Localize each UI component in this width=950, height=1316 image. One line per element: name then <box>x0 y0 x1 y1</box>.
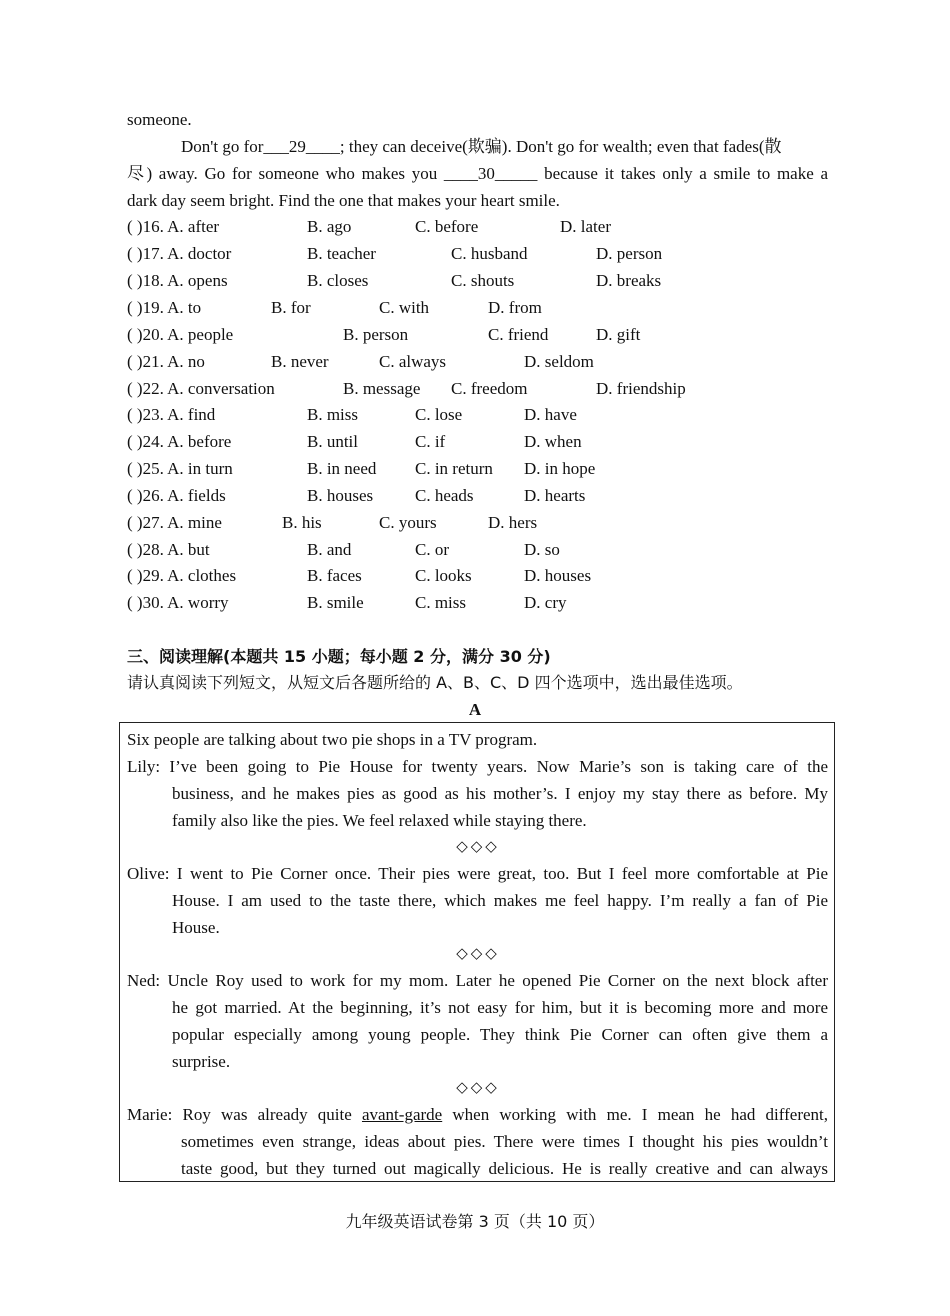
option-a: ( )17. A. doctor <box>127 244 232 263</box>
passage-line: dark day seem bright. Find the one that makes your heart smile. <box>127 191 560 210</box>
marie-text: when working with me. I mean he had different, <box>442 1105 828 1124</box>
underlined-word: avant-garde <box>361 1105 443 1124</box>
option-a: ( )20. A. people <box>127 325 234 344</box>
option-c: C. husband <box>451 244 528 263</box>
olive-line: House. I am used to the taste there, which makes me feel happy. I’m really a fan of Pie <box>172 891 828 910</box>
option-d: D. when <box>524 432 582 451</box>
option-d: D. seldom <box>524 352 594 371</box>
option-b: B. faces <box>307 566 362 585</box>
option-b: B. person <box>343 325 409 344</box>
option-c: C. heads <box>415 486 474 505</box>
option-d: D. from <box>488 298 542 317</box>
option-a: ( )25. A. in turn <box>127 459 233 478</box>
option-d: D. hearts <box>524 486 586 505</box>
option-d: D. hers <box>488 513 538 532</box>
option-d: D. person <box>596 244 663 263</box>
ned-line: popular especially among young people. They think Pie Corner can often give them a <box>172 1025 828 1044</box>
option-a: ( )24. A. before <box>127 432 232 451</box>
option-b: B. until <box>307 432 359 451</box>
option-b: B. never <box>271 352 329 371</box>
section-instruction: 请认真阅读下列短文，从短文后各题所给的 A、B、C、D 四个选项中，选出最佳选项。 <box>127 673 743 692</box>
separator: ◇◇◇ <box>456 1078 500 1096</box>
option-a: ( )30. A. worry <box>127 593 229 612</box>
option-a: ( )23. A. find <box>127 405 216 424</box>
passage-label: A <box>468 700 482 719</box>
separator: ◇◇◇ <box>456 837 500 855</box>
lily-line: family also like the pies. We feel relaxed while staying there. <box>172 811 587 830</box>
option-b: B. teacher <box>307 244 376 263</box>
option-d: D. friendship <box>596 379 686 398</box>
passage-line: Don't go for___29____; they can deceive(欺骗). Don't go for wealth; even that fades(散 <box>181 137 782 156</box>
ned-line: surprise. <box>172 1052 231 1071</box>
marie-text: Marie: Roy was already quite <box>127 1105 362 1124</box>
option-b: B. ago <box>307 217 352 236</box>
olive-line: Olive: I went to Pie Corner once. Their pies were great, too. But I feel more comfortable at Pie <box>127 864 828 883</box>
option-a: ( )28. A. but <box>127 540 210 559</box>
option-d: D. gift <box>596 325 641 344</box>
option-d: D. breaks <box>596 271 662 290</box>
passage-line: 尽) away. Go for someone who makes you ____30_____ because it takes only a smile to make a <box>127 164 828 183</box>
lily-line: Lily: I’ve been going to Pie House for twenty years. Now Marie’s son is taking care of the <box>127 757 828 776</box>
option-d: D. later <box>560 217 611 236</box>
option-a: ( )21. A. no <box>127 352 205 371</box>
lily-line: business, and he makes pies as good as his mother’s. I enjoy my stay there as before. My <box>172 784 828 803</box>
passage-intro: Six people are talking about two pie shops in a TV program. <box>127 730 538 749</box>
option-c: C. always <box>379 352 447 371</box>
option-a: ( )18. A. opens <box>127 271 228 290</box>
reading-passage-box <box>119 722 835 1182</box>
option-b: B. his <box>282 513 322 532</box>
option-b: B. smile <box>307 593 364 612</box>
option-c: C. shouts <box>451 271 515 290</box>
marie-line <box>127 1101 828 1128</box>
option-a: ( )16. A. after <box>127 217 220 236</box>
ned-line: he got married. At the beginning, it’s not easy for him, but it is becoming more and more <box>172 998 828 1017</box>
option-c: C. before <box>415 217 479 236</box>
option-a: ( )27. A. mine <box>127 513 222 532</box>
option-a: ( )22. A. conversation <box>127 379 275 398</box>
option-c: C. looks <box>415 566 472 585</box>
option-c: C. freedom <box>451 379 528 398</box>
option-a: ( )29. A. clothes <box>127 566 237 585</box>
option-d: D. have <box>524 405 577 424</box>
option-b: B. for <box>271 298 311 317</box>
section-title: 三、阅读理解(本题共 15 小题；每小题 2 分，满分 30 分) <box>127 647 551 666</box>
option-d: D. in hope <box>524 459 596 478</box>
passage-line: someone. <box>127 110 192 129</box>
marie-line: sometimes even strange, ideas about pies. There were times I thought his pies wouldn’t <box>181 1132 828 1151</box>
option-a: ( )26. A. fields <box>127 486 226 505</box>
separator: ◇◇◇ <box>456 944 500 962</box>
option-d: D. houses <box>524 566 592 585</box>
option-b: B. houses <box>307 486 374 505</box>
option-c: C. if <box>415 432 446 451</box>
option-a: ( )19. A. to <box>127 298 202 317</box>
option-c: C. yours <box>379 513 437 532</box>
option-c: C. in return <box>415 459 493 478</box>
option-c: C. or <box>415 540 449 559</box>
option-b: B. in need <box>307 459 377 478</box>
option-d: D. cry <box>524 593 567 612</box>
option-b: B. and <box>307 540 352 559</box>
page-footer: 九年级英语试卷第 3 页（共 10 页） <box>345 1212 605 1231</box>
option-c: C. friend <box>488 325 549 344</box>
ned-line: Ned: Uncle Roy used to work for my mom. Later he opened Pie Corner on the next block after <box>127 971 828 990</box>
marie-line: taste good, but they turned out magically delicious. He is really creative and can always <box>181 1159 828 1178</box>
option-c: C. with <box>379 298 430 317</box>
option-b: B. message <box>343 379 421 398</box>
olive-line: House. <box>172 918 220 937</box>
option-b: B. closes <box>307 271 369 290</box>
option-d: D. so <box>524 540 560 559</box>
option-c: C. lose <box>415 405 463 424</box>
option-c: C. miss <box>415 593 467 612</box>
option-b: B. miss <box>307 405 359 424</box>
